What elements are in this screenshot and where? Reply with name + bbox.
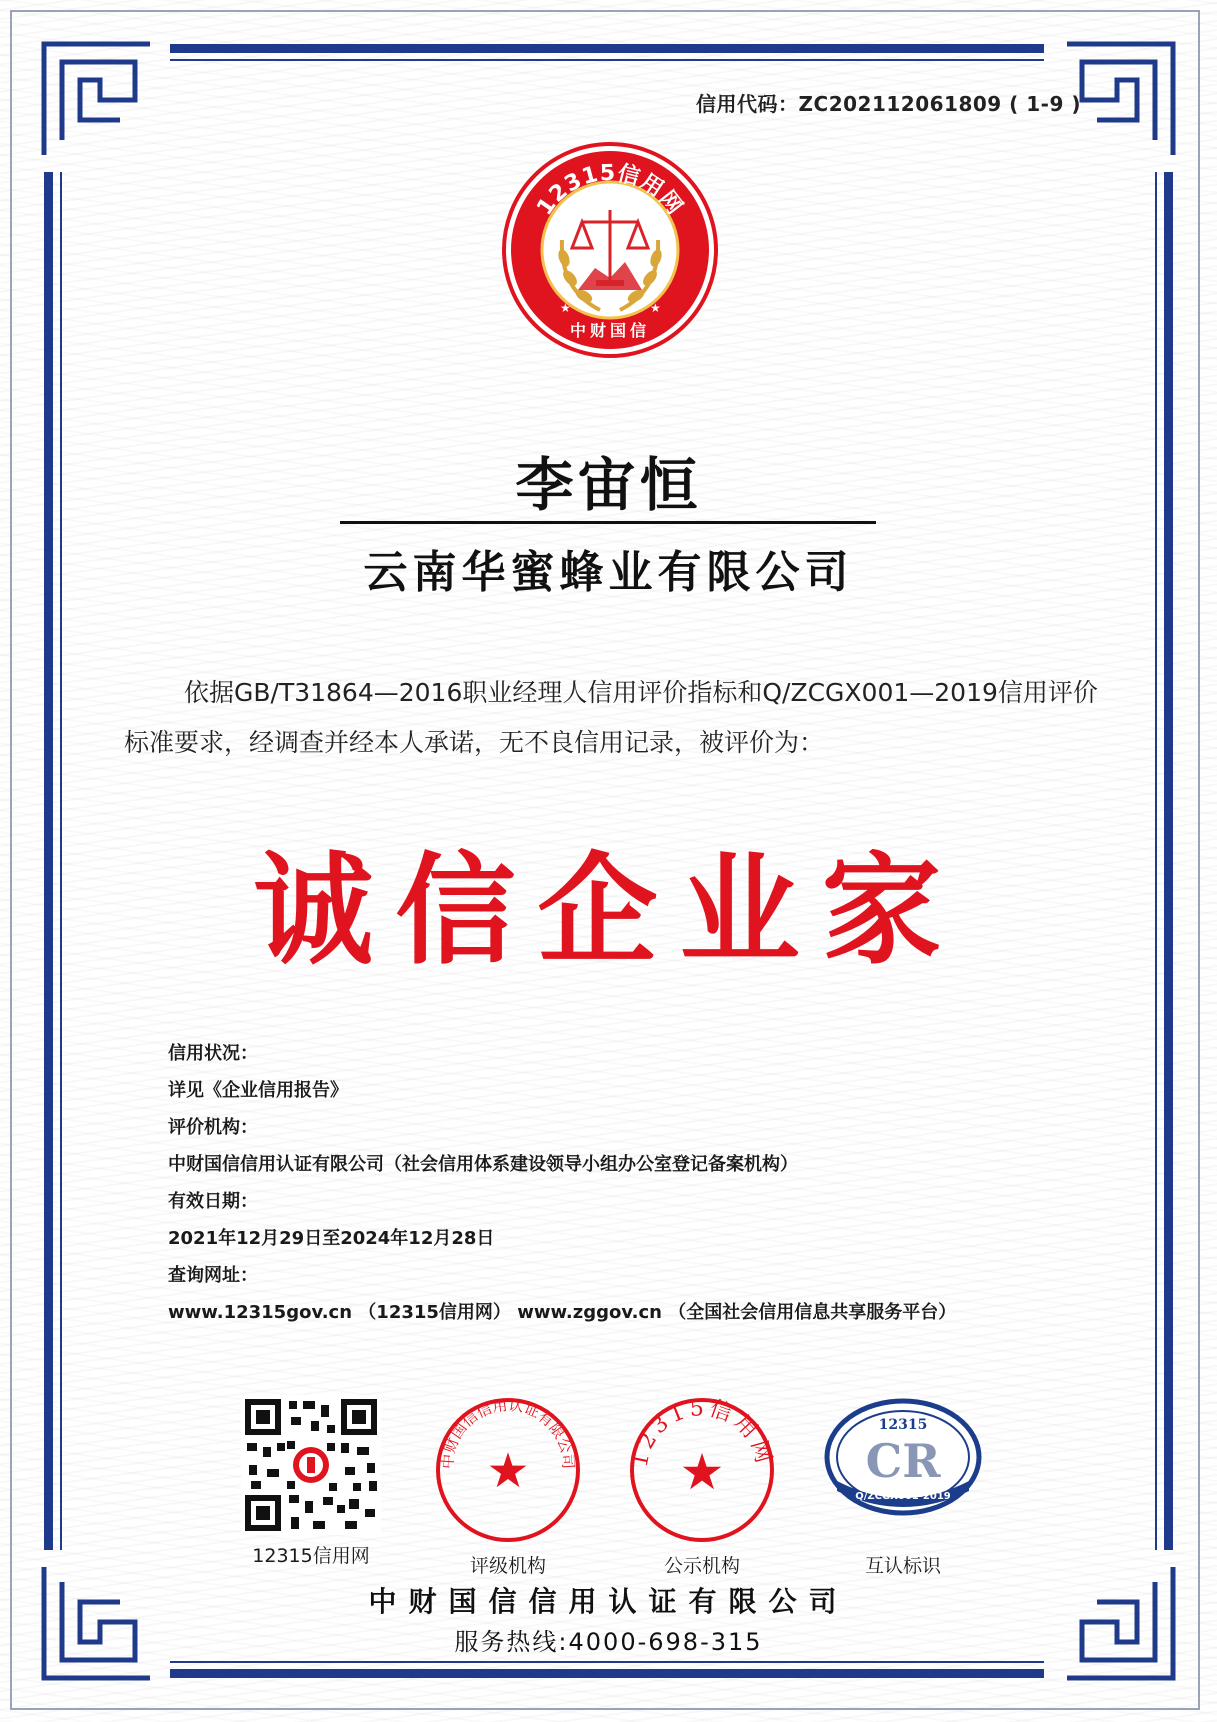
award-title: 诚信企业家 — [253, 842, 964, 981]
emblem-ring-text: 12315信用网 — [532, 160, 688, 221]
info-block — [168, 1035, 1108, 1331]
badge-rating-caption: 评级机构 — [469, 1555, 546, 1577]
info-line-query-value: www.12315gov.cn （12315信用网） www.zggov.cn （全国社会信用信息共享服务平台） — [168, 1302, 957, 1323]
badge-qr-caption: 12315信用网 — [252, 1545, 370, 1567]
cr-mark-top: 12315 — [878, 1417, 928, 1433]
info-line-evaluator-value: 中财国信信用认证有限公司（社会信用体系建设领导小组办公室登记备案机构） — [168, 1154, 798, 1175]
badge-cr-mark — [818, 1395, 988, 1578]
name-divider — [340, 521, 876, 524]
svg-text:★: ★ — [486, 1443, 530, 1499]
certificate-body-text: 依据GB/T31864—2016职业经理人信用评价指标和Q/ZCGX001—2019信用评价标准要求，经调查并经本人承诺，无不良信用记录，被评价为： — [124, 678, 1098, 757]
cr-mark-bottom: Q/ZCGX001-2019 — [855, 1491, 951, 1502]
info-line-validity-value: 2021年12月29日至2024年12月28日 — [168, 1228, 495, 1249]
info-line-query-label: 查询网址： — [168, 1265, 258, 1286]
credit-code-label: 信用代码： — [696, 92, 799, 116]
info-line-credit-status-value: 详见《企业信用报告》 — [168, 1080, 348, 1101]
cr-mark-main: CR — [865, 1434, 941, 1488]
svg-text:★: ★ — [679, 1443, 725, 1501]
seal2-text: 12315信用网 — [627, 1395, 777, 1470]
cr-mark-icon — [823, 1395, 983, 1545]
emblem-bottom-text: 中财国信 — [569, 321, 651, 340]
info-line-credit-status-label: 信用状况： — [168, 1043, 258, 1064]
badge-publicity-seal — [617, 1395, 787, 1578]
info-line-evaluator-label: 评价机构： — [168, 1117, 258, 1138]
red-star-seal-icon — [627, 1395, 777, 1545]
svg-text:★: ★ — [650, 301, 661, 315]
svg-text:★: ★ — [560, 301, 571, 315]
scales-of-justice-emblem-icon — [500, 140, 720, 360]
issuer-name: 中财国信信用认证有限公司 — [368, 1585, 849, 1618]
info-line-validity-label: 有效日期： — [168, 1191, 258, 1212]
credit-code-value: ZC202112061809 ( 1-9 ) — [798, 92, 1081, 116]
red-star-seal-icon — [433, 1395, 583, 1545]
seal1-text: 中财国信信用认证有限公司 — [438, 1395, 578, 1470]
person-name: 李宙恒 — [515, 451, 702, 519]
company-name: 云南华蜜蜂业有限公司 — [363, 547, 854, 598]
badge-row — [0, 1395, 1217, 1575]
badge-rating-seal — [423, 1395, 593, 1578]
badge-publicity-caption: 公示机构 — [663, 1555, 740, 1577]
badge-qr — [226, 1395, 396, 1568]
badge-cr-caption: 互认标识 — [864, 1555, 941, 1577]
qr-code-icon — [241, 1395, 381, 1535]
service-hotline: 服务热线:4000-698-315 — [454, 1628, 763, 1656]
credit-code — [696, 88, 1081, 117]
